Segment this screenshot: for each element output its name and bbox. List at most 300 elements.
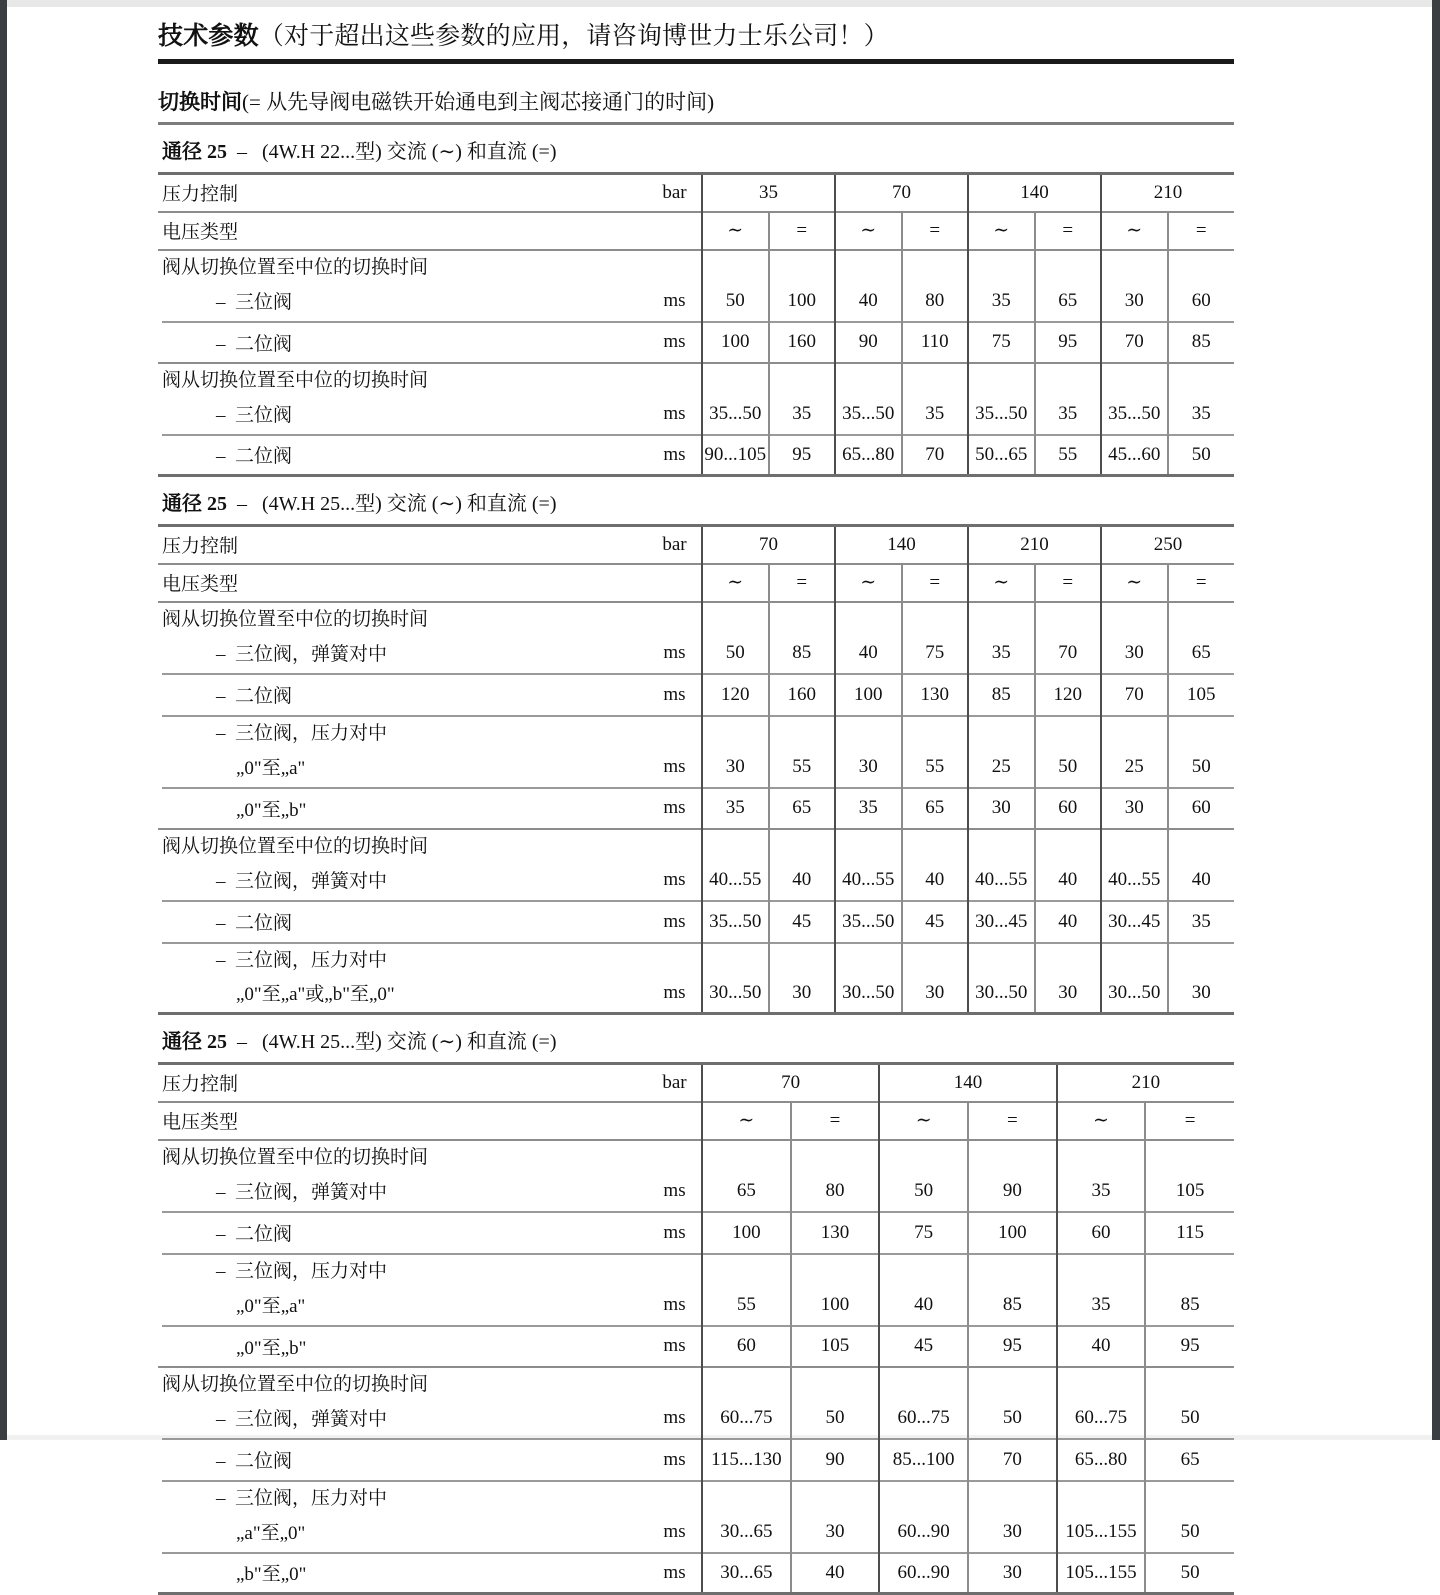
data-cell: 60 — [1057, 1213, 1146, 1253]
separator-gap — [1035, 715, 1102, 717]
unit-empty — [648, 1482, 702, 1512]
group-heading-row — [158, 250, 1234, 281]
unit-ms: ms — [648, 633, 702, 673]
data-cell: 35...50 — [835, 394, 902, 434]
title-underline-rule — [158, 59, 1234, 64]
data-cell: 35...50 — [1101, 394, 1168, 434]
data-cell: 50 — [1168, 747, 1235, 787]
data-cell: 65 — [702, 1171, 791, 1211]
row-label-text: – 二位阀 — [162, 334, 292, 355]
separator-gap — [902, 673, 969, 675]
separator-gap — [648, 787, 702, 789]
unit-empty — [648, 1367, 702, 1398]
empty-cell — [702, 944, 769, 974]
data-cell: 35...50 — [702, 394, 769, 434]
separator-gap — [968, 942, 1035, 944]
data-cell: 130 — [902, 675, 969, 715]
unit-ms: ms — [648, 1213, 702, 1253]
data-cell: 85 — [968, 1285, 1057, 1325]
row-label-text: „0"至„b" — [162, 800, 306, 821]
group-heading-row — [158, 602, 1234, 633]
empty-cell — [791, 1255, 880, 1285]
separator-gap — [702, 942, 769, 944]
unit-ms: ms — [648, 1440, 702, 1480]
data-cell: 30...50 — [968, 974, 1035, 1014]
empty-cell — [968, 1482, 1057, 1512]
unit-empty — [648, 717, 702, 747]
data-cell: 35 — [1057, 1285, 1146, 1325]
data-cell: 60...75 — [1057, 1398, 1146, 1438]
data-cell: 75 — [968, 323, 1035, 363]
row-label — [158, 323, 648, 363]
page-title — [158, 0, 1234, 59]
data-cell: 25 — [968, 747, 1035, 787]
unit-empty — [648, 1140, 702, 1171]
pressure-control-label: 压力控制 — [158, 1064, 648, 1102]
unit-ms: ms — [648, 1285, 702, 1325]
unit-ms: ms — [648, 1171, 702, 1211]
row-label — [158, 944, 648, 974]
data-cell: 95 — [1145, 1327, 1234, 1367]
row-label-text: – 二位阀 — [162, 446, 292, 467]
data-cell: 75 — [902, 633, 969, 673]
data-cell: 160 — [769, 323, 836, 363]
separator-gap — [791, 1211, 880, 1213]
empty-cell — [702, 1255, 791, 1285]
caption-dash: – — [227, 1031, 262, 1053]
data-cell: 35...50 — [702, 902, 769, 942]
row-label — [158, 1285, 648, 1325]
empty-cell — [1101, 602, 1168, 633]
data-cell: 70 — [1101, 675, 1168, 715]
separator-gap — [968, 1325, 1057, 1327]
separator-gap — [158, 434, 648, 436]
separator-gap — [769, 787, 836, 789]
empty-cell — [1168, 944, 1235, 974]
separator-gap — [1168, 321, 1235, 323]
voltage-dc-symbol: = — [902, 564, 969, 602]
group-heading-label: 阀从切换位置至中位的切换时间 — [158, 829, 648, 860]
spec-tables-container — [158, 125, 1234, 1595]
row-label — [158, 1398, 648, 1438]
separator-gap — [648, 1480, 702, 1482]
caption-model-text: (4W.H 25...型) 交流 (∼) 和直流 (=) — [262, 493, 556, 515]
row-label — [158, 281, 648, 321]
data-cell: 50 — [879, 1171, 968, 1211]
voltage-ac-symbol: ∼ — [702, 564, 769, 602]
separator-gap — [1145, 1438, 1234, 1440]
data-cell: 30 — [1101, 281, 1168, 321]
empty-cell — [791, 1367, 880, 1398]
voltage-type-row — [158, 212, 1234, 250]
data-cell: 30 — [835, 747, 902, 787]
data-cell: 105...155 — [1057, 1554, 1146, 1594]
table-row — [158, 1440, 1234, 1480]
empty-cell — [902, 944, 969, 974]
separator-gap — [1168, 787, 1235, 789]
separator-gap — [1145, 1253, 1234, 1255]
separator-gap — [902, 942, 969, 944]
empty-cell — [769, 829, 836, 860]
group-heading-row — [158, 1140, 1234, 1171]
row-label-text: – 二位阀 — [162, 913, 292, 934]
empty-cell — [1101, 944, 1168, 974]
row-label — [158, 747, 648, 787]
row-label — [158, 633, 648, 673]
empty-cell — [835, 602, 902, 633]
separator-gap — [769, 715, 836, 717]
data-cell: 65 — [769, 789, 836, 829]
data-cell: 115 — [1145, 1213, 1234, 1253]
separator-gap — [648, 321, 702, 323]
voltage-dc-symbol: = — [769, 564, 836, 602]
row-label — [158, 789, 648, 829]
data-cell: 80 — [902, 281, 969, 321]
separator-gap — [769, 942, 836, 944]
separator-gap — [158, 1552, 648, 1554]
data-cell: 95 — [769, 436, 836, 476]
empty-cell — [902, 602, 969, 633]
voltage-ac-symbol: ∼ — [702, 1102, 791, 1140]
separator-gap — [158, 1325, 648, 1327]
separator-gap — [968, 673, 1035, 675]
data-cell: 30 — [902, 974, 969, 1014]
data-cell: 30...50 — [702, 974, 769, 1014]
row-separator-rule — [158, 434, 1234, 436]
voltage-ac-symbol: ∼ — [968, 212, 1035, 250]
voltage-dc-symbol: = — [902, 212, 969, 250]
separator-gap — [702, 1253, 791, 1255]
empty-cell — [968, 944, 1035, 974]
data-cell: 90 — [835, 323, 902, 363]
data-cell: 60...90 — [879, 1554, 968, 1594]
separator-gap — [769, 900, 836, 902]
pressure-value: 35 — [702, 174, 835, 212]
row-label-text: „0"至„a" — [162, 758, 305, 779]
unit-bar: bar — [648, 174, 702, 212]
unit-ms: ms — [648, 902, 702, 942]
row-label — [158, 1440, 648, 1480]
section-title-bold: 切换时间 — [158, 90, 242, 114]
pressure-header-row — [158, 1064, 1234, 1102]
pressure-value: 210 — [1057, 1064, 1234, 1102]
separator-gap — [158, 321, 648, 323]
unit-empty — [648, 250, 702, 281]
row-label-text: – 二位阀 — [162, 686, 292, 707]
voltage-ac-symbol: ∼ — [835, 212, 902, 250]
separator-gap — [1145, 1211, 1234, 1213]
data-cell: 35 — [968, 281, 1035, 321]
empty-cell — [968, 602, 1035, 633]
separator-gap — [968, 715, 1035, 717]
pressure-value: 250 — [1101, 526, 1234, 564]
data-cell: 50 — [702, 633, 769, 673]
data-cell: 65 — [1145, 1440, 1234, 1480]
separator-gap — [702, 1438, 791, 1440]
group-heading-label: 阀从切换位置至中位的切换时间 — [158, 1140, 648, 1171]
row-separator-rule — [158, 1480, 1234, 1482]
unit-ms: ms — [648, 974, 702, 1014]
separator-gap — [648, 434, 702, 436]
caption-nominal-size: 通径 25 — [162, 141, 227, 163]
row-label — [158, 1554, 648, 1594]
data-cell: 60 — [1168, 789, 1235, 829]
unit-empty — [648, 212, 702, 250]
data-cell: 50 — [1035, 747, 1102, 787]
empty-cell — [968, 1140, 1057, 1171]
unit-ms: ms — [648, 747, 702, 787]
data-cell: 105...155 — [1057, 1512, 1146, 1552]
row-label — [158, 1255, 648, 1285]
separator-gap — [968, 787, 1035, 789]
empty-cell — [968, 1255, 1057, 1285]
table-row — [158, 281, 1234, 321]
unit-ms: ms — [648, 675, 702, 715]
pressure-value: 70 — [702, 1064, 879, 1102]
data-cell: 115...130 — [702, 1440, 791, 1480]
data-cell: 100 — [791, 1285, 880, 1325]
data-cell: 50 — [968, 1398, 1057, 1438]
section-title-note: (= 从先导阀电磁铁开始通电到主阀芯接通门的时间) — [242, 90, 714, 114]
voltage-dc-symbol: = — [1168, 564, 1235, 602]
data-cell: 40 — [835, 281, 902, 321]
separator-gap — [648, 900, 702, 902]
separator-gap — [968, 900, 1035, 902]
data-cell: 70 — [1035, 633, 1102, 673]
data-cell: 60 — [1168, 281, 1235, 321]
separator-gap — [648, 1552, 702, 1554]
separator-gap — [902, 321, 969, 323]
data-cell: 80 — [791, 1171, 880, 1211]
unit-empty — [648, 944, 702, 974]
separator-gap — [902, 900, 969, 902]
data-cell: 30 — [791, 1512, 880, 1552]
separator-gap — [1057, 1253, 1146, 1255]
data-cell: 105 — [791, 1327, 880, 1367]
data-cell: 60 — [1035, 789, 1102, 829]
empty-cell — [1035, 717, 1102, 747]
row-label-text: „0"至„a"或„b"至„0" — [162, 984, 395, 1005]
data-cell: 70 — [902, 436, 969, 476]
table-row — [158, 1398, 1234, 1438]
separator-gap — [1145, 1480, 1234, 1482]
pressure-value: 210 — [1101, 174, 1234, 212]
separator-gap — [648, 715, 702, 717]
empty-cell — [1101, 250, 1168, 281]
separator-gap — [648, 1325, 702, 1327]
data-cell: 90 — [791, 1440, 880, 1480]
separator-gap — [1035, 673, 1102, 675]
unit-empty — [648, 1255, 702, 1285]
data-cell: 85 — [1168, 323, 1235, 363]
data-cell: 35 — [1168, 394, 1235, 434]
pressure-value: 140 — [879, 1064, 1056, 1102]
separator-gap — [702, 321, 769, 323]
voltage-type-row — [158, 1102, 1234, 1140]
caption-nominal-size: 通径 25 — [162, 1031, 227, 1053]
unit-ms: ms — [648, 789, 702, 829]
empty-cell — [1145, 1140, 1234, 1171]
voltage-dc-symbol: = — [791, 1102, 880, 1140]
pressure-value: 210 — [968, 526, 1101, 564]
unit-empty — [648, 602, 702, 633]
empty-cell — [902, 250, 969, 281]
separator-gap — [835, 942, 902, 944]
data-cell: 50 — [1145, 1398, 1234, 1438]
data-cell: 65...80 — [835, 436, 902, 476]
data-cell: 55 — [1035, 436, 1102, 476]
voltage-type-label: 电压类型 — [158, 212, 648, 250]
empty-cell — [702, 1140, 791, 1171]
row-label-text: – 三位阀，压力对中 — [162, 950, 387, 971]
separator-gap — [769, 673, 836, 675]
row-label — [158, 394, 648, 434]
data-cell: 30 — [702, 747, 769, 787]
separator-gap — [158, 942, 648, 944]
document-page — [158, 0, 1234, 1595]
group-heading-label: 阀从切换位置至中位的切换时间 — [158, 250, 648, 281]
data-cell: 120 — [1035, 675, 1102, 715]
empty-cell — [879, 1367, 968, 1398]
separator-gap — [835, 787, 902, 789]
empty-cell — [879, 1140, 968, 1171]
separator-gap — [158, 673, 648, 675]
separator-gap — [1101, 321, 1168, 323]
table-row — [158, 394, 1234, 434]
empty-cell — [702, 250, 769, 281]
data-cell: 40 — [1168, 860, 1235, 900]
separator-gap — [879, 1211, 968, 1213]
data-cell: 35 — [1057, 1171, 1146, 1211]
row-separator-rule — [158, 942, 1234, 944]
voltage-dc-symbol: = — [968, 1102, 1057, 1140]
separator-gap — [791, 1438, 880, 1440]
pressure-value: 140 — [968, 174, 1101, 212]
empty-cell — [968, 250, 1035, 281]
data-cell: 55 — [902, 747, 969, 787]
data-cell: 105 — [1168, 675, 1235, 715]
separator-gap — [968, 434, 1035, 436]
data-cell: 65 — [1035, 281, 1102, 321]
voltage-ac-symbol: ∼ — [1101, 564, 1168, 602]
empty-cell — [1145, 1482, 1234, 1512]
empty-cell — [968, 363, 1035, 394]
data-cell: 85 — [769, 633, 836, 673]
spec-table-block — [158, 1015, 1234, 1595]
row-label-text: – 三位阀，弹簧对中 — [162, 1182, 387, 1203]
separator-gap — [158, 900, 648, 902]
data-cell: 25 — [1101, 747, 1168, 787]
unit-ms: ms — [648, 1398, 702, 1438]
separator-gap — [1057, 1480, 1146, 1482]
spec-table — [158, 172, 1234, 477]
row-label — [158, 860, 648, 900]
separator-gap — [702, 715, 769, 717]
voltage-ac-symbol: ∼ — [879, 1102, 968, 1140]
separator-gap — [702, 900, 769, 902]
separator-gap — [158, 787, 648, 789]
sublabel-heading-row — [158, 1255, 1234, 1285]
pressure-control-label: 压力控制 — [158, 174, 648, 212]
empty-cell — [968, 829, 1035, 860]
row-separator-rule — [158, 1253, 1234, 1255]
row-label-text: „b"至„0" — [162, 1564, 306, 1585]
caption-model-text: (4W.H 25...型) 交流 (∼) 和直流 (=) — [262, 1031, 556, 1053]
empty-cell — [835, 363, 902, 394]
separator-gap — [968, 1211, 1057, 1213]
row-label-text: – 三位阀，弹簧对中 — [162, 1409, 387, 1430]
unit-empty — [648, 1102, 702, 1140]
row-separator-rule — [158, 1552, 1234, 1554]
row-label — [158, 675, 648, 715]
page-title-note: （对于超出这些参数的应用，请咨询博世力士乐公司！） — [259, 23, 889, 50]
empty-cell — [835, 250, 902, 281]
data-cell: 105 — [1145, 1171, 1234, 1211]
unit-empty — [648, 829, 702, 860]
data-cell: 90...105 — [702, 436, 769, 476]
separator-gap — [879, 1480, 968, 1482]
data-cell: 35 — [968, 633, 1035, 673]
data-cell: 30 — [1101, 789, 1168, 829]
data-cell: 85 — [1145, 1285, 1234, 1325]
separator-gap — [158, 715, 648, 717]
separator-gap — [1145, 1552, 1234, 1554]
separator-gap — [648, 1438, 702, 1440]
data-cell: 100 — [702, 323, 769, 363]
empty-cell — [1168, 250, 1235, 281]
table-row — [158, 633, 1234, 673]
voltage-dc-symbol: = — [1145, 1102, 1234, 1140]
unit-bar: bar — [648, 1064, 702, 1102]
sublabel-heading-row — [158, 944, 1234, 974]
empty-cell — [879, 1255, 968, 1285]
table-row — [158, 1213, 1234, 1253]
separator-gap — [1101, 673, 1168, 675]
unit-ms: ms — [648, 281, 702, 321]
separator-gap — [1035, 787, 1102, 789]
data-cell: 35 — [902, 394, 969, 434]
voltage-ac-symbol: ∼ — [1101, 212, 1168, 250]
empty-cell — [968, 717, 1035, 747]
data-cell: 30...45 — [968, 902, 1035, 942]
row-label — [158, 1213, 648, 1253]
empty-cell — [835, 717, 902, 747]
empty-cell — [791, 1140, 880, 1171]
separator-gap — [1057, 1552, 1146, 1554]
empty-cell — [1101, 363, 1168, 394]
separator-gap — [702, 787, 769, 789]
empty-cell — [1168, 717, 1235, 747]
data-cell: 70 — [968, 1440, 1057, 1480]
separator-gap — [879, 1438, 968, 1440]
separator-gap — [879, 1253, 968, 1255]
row-label-text: – 二位阀 — [162, 1224, 292, 1245]
row-label-text: – 二位阀 — [162, 1451, 292, 1472]
data-cell: 60...75 — [879, 1398, 968, 1438]
separator-gap — [968, 1552, 1057, 1554]
separator-gap — [1168, 942, 1235, 944]
empty-cell — [769, 250, 836, 281]
separator-gap — [702, 1211, 791, 1213]
voltage-dc-symbol: = — [769, 212, 836, 250]
separator-gap — [835, 673, 902, 675]
data-cell: 35 — [1168, 902, 1235, 942]
separator-gap — [1035, 321, 1102, 323]
separator-gap — [1168, 715, 1235, 717]
data-cell: 45 — [879, 1327, 968, 1367]
empty-cell — [1168, 602, 1235, 633]
data-cell: 40 — [879, 1285, 968, 1325]
